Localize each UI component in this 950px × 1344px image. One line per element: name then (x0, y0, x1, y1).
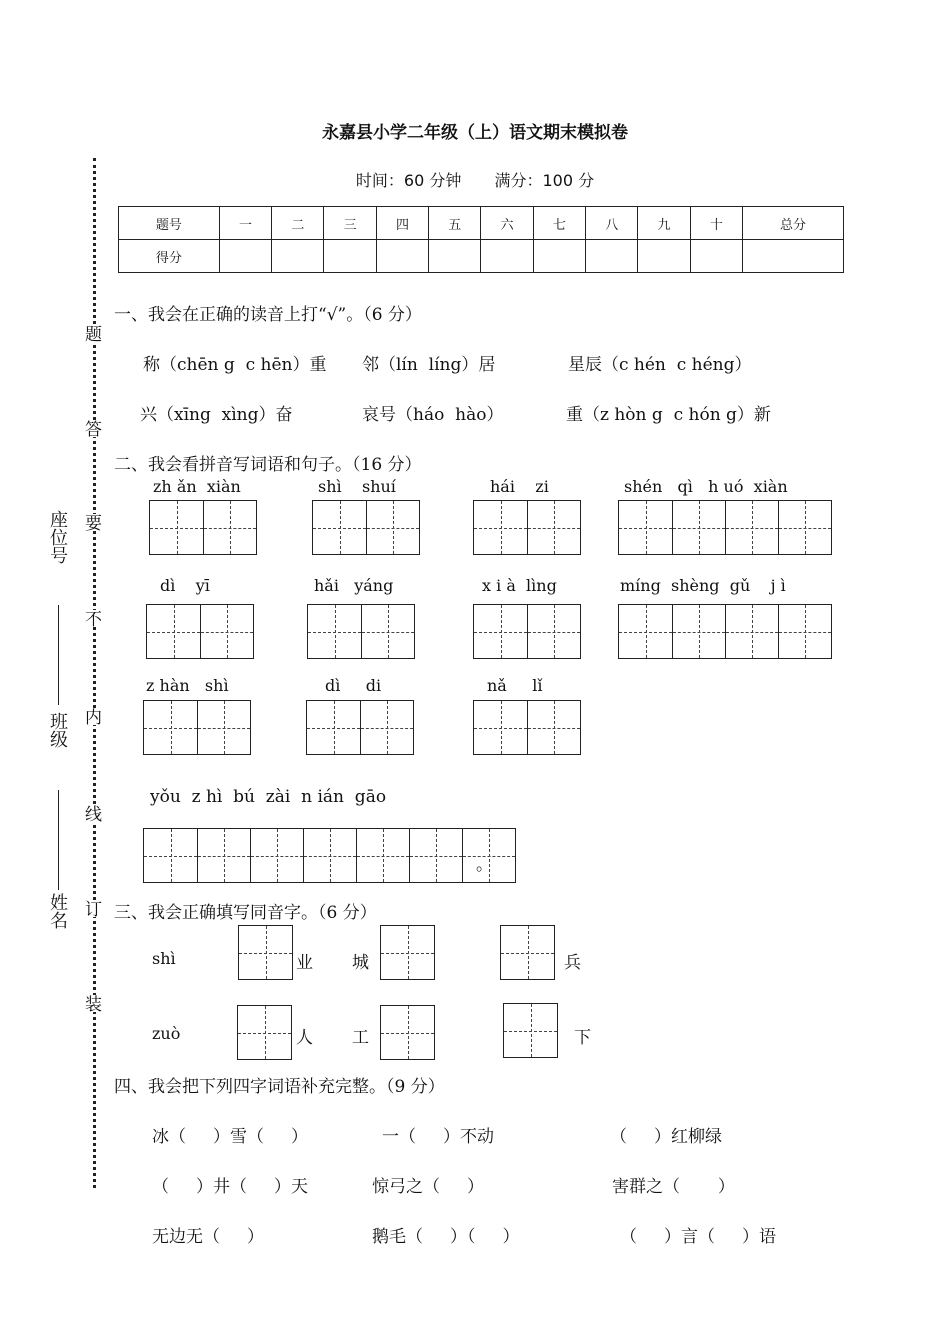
pinyin-label: hǎi yáng (314, 576, 394, 595)
idiom-item[interactable]: （ ）言（ ）语 (620, 1227, 777, 1247)
section3-heading: 三、我会正确填写同音字。（6 分） (114, 903, 377, 923)
score-header-cell: 八 (586, 207, 638, 240)
binding-dotted-line (93, 158, 96, 1188)
score-header-cell: 一 (219, 207, 271, 240)
exam-info (0, 168, 950, 191)
homophone-word-part: 城 (352, 953, 369, 973)
homophone-box[interactable] (380, 1005, 435, 1060)
writing-grid[interactable] (473, 700, 581, 755)
score-header-cell: 五 (429, 207, 481, 240)
class-label: 班级 (47, 712, 68, 748)
section4-heading: 四、我会把下列四字词语补充完整。（9 分） (114, 1077, 445, 1097)
pinyin-label: z hàn shì (146, 676, 229, 695)
pronunciation-item[interactable]: 兴（xīng xìng）奋 (140, 405, 293, 425)
score-cell[interactable] (324, 240, 376, 273)
pinyin-label: míng shèng gǔ j ì (620, 576, 786, 595)
pronunciation-item[interactable]: 称（chēn g c hēn）重 (143, 355, 327, 375)
homophone-box[interactable] (503, 1003, 558, 1058)
score-cell[interactable] (219, 240, 271, 273)
homophone-word-part: 业 (296, 953, 313, 973)
homophone-box[interactable] (380, 925, 435, 980)
writing-grid[interactable] (618, 604, 832, 659)
pinyin-label: hái zi (490, 477, 549, 496)
homophone-word-part: 工 (352, 1028, 369, 1048)
score-table (118, 206, 844, 273)
sentence-period: 。 (476, 855, 493, 875)
score-header-cell: 三 (324, 207, 376, 240)
section2-heading: 二、我会看拼音写词语和句子。（16 分） (114, 455, 422, 475)
pronunciation-item[interactable]: 哀号（háo hào） (362, 405, 504, 425)
score-cell[interactable] (481, 240, 533, 273)
pinyin-label: dì di (325, 676, 382, 695)
pinyin-label: dì yī (160, 576, 210, 595)
score-header-cell: 七 (533, 207, 585, 240)
score-cell[interactable] (586, 240, 638, 273)
homophone-pinyin: shì (152, 949, 176, 968)
binding-char: 答 (82, 420, 104, 437)
score-header-cell: 四 (376, 207, 428, 240)
score-header-cell: 十 (690, 207, 742, 240)
writing-grid[interactable] (306, 700, 414, 755)
seat-number-blank[interactable] (58, 605, 59, 705)
section1-heading: 一、我会在正确的读音上打“√”。（6 分） (114, 305, 422, 325)
binding-char: 题 (82, 325, 104, 342)
homophone-word-part: 下 (574, 1028, 591, 1048)
score-header-cell: 二 (272, 207, 324, 240)
binding-char: 内 (82, 708, 104, 725)
pronunciation-item[interactable]: 邻（lín líng）居 (362, 355, 496, 375)
sentence-writing-grid[interactable] (143, 828, 516, 883)
exam-full-score: 满分：100 分 (494, 171, 595, 190)
writing-grid[interactable] (312, 500, 420, 555)
score-header-cell: 九 (638, 207, 690, 240)
score-cell[interactable] (429, 240, 481, 273)
writing-grid[interactable] (143, 700, 251, 755)
homophone-box[interactable] (238, 925, 293, 980)
score-row-label: 得分 (119, 240, 220, 273)
pronunciation-item[interactable]: 星辰（c hén c héng） (568, 355, 752, 375)
homophone-word-part: 人 (296, 1028, 313, 1048)
idiom-item[interactable]: 害群之（ ） (612, 1177, 735, 1197)
binding-char: 装 (82, 995, 104, 1012)
binding-char: 不 (82, 610, 104, 627)
homophone-box[interactable] (500, 925, 555, 980)
score-cell[interactable] (638, 240, 690, 273)
name-blank[interactable] (58, 790, 59, 890)
writing-grid[interactable] (307, 604, 415, 659)
idiom-item[interactable]: 鹅毛（ ）（ ） (372, 1227, 520, 1247)
writing-grid[interactable] (146, 604, 254, 659)
name-label: 姓名 (47, 893, 68, 929)
score-table-score-row (119, 240, 844, 273)
writing-grid[interactable] (618, 500, 832, 555)
pinyin-label: nǎ lǐ (487, 676, 543, 695)
page-title: 永嘉县小学二年级（上）语文期末模拟卷 (322, 123, 628, 143)
homophone-pinyin: zuò (152, 1024, 181, 1043)
binding-char: 线 (82, 805, 104, 822)
sentence-pinyin: yǒu z hì bú zài n ián gāo (150, 787, 387, 807)
pinyin-label: shì shuí (318, 477, 396, 496)
score-cell[interactable] (742, 240, 843, 273)
score-table-header-row (119, 207, 844, 240)
idiom-item[interactable]: （ ）红柳绿 (610, 1127, 723, 1147)
binding-char: 要 (82, 514, 104, 531)
score-header-cell: 总分 (742, 207, 843, 240)
writing-grid[interactable] (473, 500, 581, 555)
idiom-item[interactable]: 无边无（ ） (152, 1227, 265, 1247)
idiom-item[interactable]: 惊弓之（ ） (372, 1177, 485, 1197)
score-cell[interactable] (690, 240, 742, 273)
binding-char: 订 (82, 900, 104, 917)
score-cell[interactable] (376, 240, 428, 273)
pinyin-label: x i à lìng (482, 576, 557, 595)
homophone-box[interactable] (237, 1005, 292, 1060)
score-header-cell: 六 (481, 207, 533, 240)
seat-number-label: 座位号 (47, 510, 68, 564)
score-cell[interactable] (272, 240, 324, 273)
pinyin-label: zh ǎn xiàn (153, 477, 241, 496)
homophone-word-part: 兵 (564, 953, 581, 973)
score-header-cell: 题号 (119, 207, 220, 240)
idiom-item[interactable]: 冰（ ）雪（ ） (152, 1127, 309, 1147)
exam-time: 时间：60 分钟 (355, 171, 462, 190)
writing-grid[interactable] (473, 604, 581, 659)
score-cell[interactable] (533, 240, 585, 273)
pinyin-label: shén qì h uó xiàn (624, 477, 788, 496)
writing-grid[interactable] (149, 500, 257, 555)
idiom-item[interactable]: 一（ ）不动 (382, 1127, 495, 1147)
pronunciation-item[interactable]: 重（z hòn g c hón g）新 (566, 405, 771, 425)
idiom-item[interactable]: （ ）井（ ）天 (152, 1177, 309, 1197)
